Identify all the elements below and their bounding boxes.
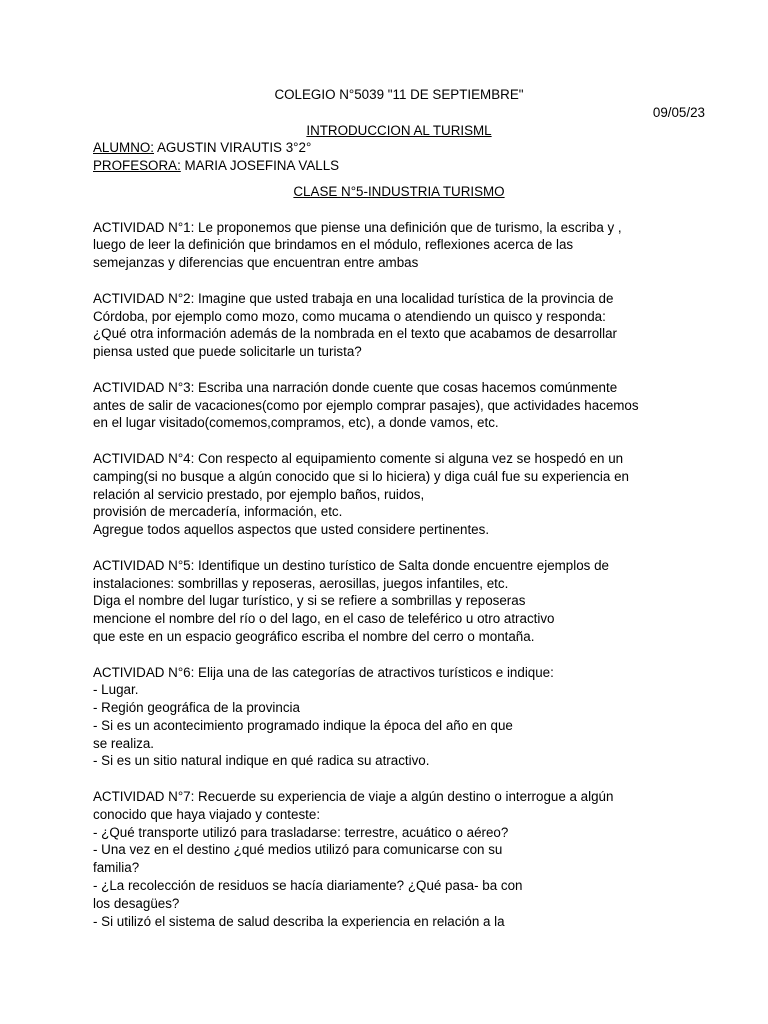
- activity-line: Diga el nombre del lugar turístico, y si se refiere a sombrillas y reposeras: [93, 593, 526, 609]
- activity-line: luego de leer la definición que brindamos en el módulo, reflexiones acerca de las: [93, 237, 574, 253]
- activity-line: - Si es un sitio natural indique en qué radica su atractivo.: [93, 753, 430, 769]
- activity-line: ACTIVIDAD N°1: Le proponemos que piense una definición que de turismo, la escriba y ,: [93, 219, 622, 235]
- activity-3: [93, 379, 705, 432]
- activity-line: conocido que haya viajado y conteste:: [93, 806, 321, 822]
- activity-line: - ¿Qué transporte utilizó para trasladarse: terrestre, acuático o aéreo?: [93, 824, 509, 840]
- activity-line: familia?: [93, 860, 140, 876]
- activity-line: semejanzas y diferencias que encuentran entre ambas: [93, 255, 419, 271]
- activity-line: mencione el nombre del río o del lago, en el caso de teleférico u otro atractivo: [93, 611, 555, 627]
- student-line: [93, 139, 705, 157]
- student-label: ALUMNO:: [93, 140, 155, 156]
- activity-line: antes de salir de vacaciones(como por ejemplo comprar pasajes), que actividades hacemos: [93, 397, 639, 413]
- activity-6: [93, 664, 705, 771]
- activity-2: [93, 290, 705, 361]
- activity-line: los desagües?: [93, 895, 180, 911]
- school-name: COLEGIO N°5039 "11 DE SEPTIEMBRE": [274, 87, 524, 102]
- activity-5: [93, 557, 705, 646]
- activity-line: Córdoba, por ejemplo como mozo, como mucama o atendiendo un quisco y responda:: [93, 308, 606, 324]
- activity-line: - ¿La recolección de residuos se hacía diariamente? ¿Qué pasa- ba con: [93, 878, 523, 894]
- document-date: 09/05/23: [652, 104, 705, 120]
- activity-line: - Si es un acontecimiento programado indique la época del año en que: [93, 717, 513, 733]
- activity-line: - Lugar.: [93, 682, 139, 698]
- student-name: AGUSTIN VIRAUTIS 3°2°: [154, 140, 312, 156]
- activity-line: provisión de mercadería, información, etc.: [93, 504, 343, 520]
- subject-title: INTRODUCCION AL TURISML: [306, 122, 492, 138]
- activity-line: relación al servicio prestado, por ejemplo baños, ruidos,: [93, 486, 425, 502]
- activities-list: [93, 219, 705, 931]
- teacher-name: MARIA JOSEFINA VALLS: [180, 158, 340, 174]
- activity-line: - Región geográfica de la provincia: [93, 700, 300, 716]
- activity-line: - Si utilizó el sistema de salud describa la experiencia en relación a la: [93, 913, 505, 929]
- teacher-label: PROFESORA:: [93, 158, 181, 174]
- activity-line: Agregue todos aquellos aspectos que usted considere pertinentes.: [93, 522, 490, 538]
- activity-line: - Una vez en el destino ¿qué medios utilizó para comunicarse con su: [93, 842, 503, 858]
- activity-line: ACTIVIDAD N°6: Elija una de las categorías de atractivos turísticos e indique:: [93, 664, 554, 680]
- activity-line: ACTIVIDAD N°2: Imagine que usted trabaja en una localidad turística de la provincia de: [93, 290, 614, 306]
- activity-line: se realiza.: [93, 735, 155, 751]
- document-page: [93, 86, 705, 930]
- activity-line: que este en un espacio geográfico escriba el nombre del cerro o montaña.: [93, 628, 535, 644]
- activity-1: [93, 219, 705, 272]
- activity-4: [93, 450, 705, 539]
- activity-line: ACTIVIDAD N°7: Recuerde su experiencia de viaje a algún destino o interrogue a algún: [93, 789, 614, 805]
- activity-7: [93, 788, 705, 930]
- class-title: CLASE N°5-INDUSTRIA TURISMO: [293, 183, 505, 199]
- activity-line: piensa usted que puede solicitarle un turista?: [93, 344, 362, 360]
- activity-line: instalaciones: sombrillas y reposeras, aerosillas, juegos infantiles, etc.: [93, 575, 509, 591]
- teacher-line: [93, 157, 705, 175]
- activity-line: ACTIVIDAD N°3: Escriba una narración donde cuente que cosas hacemos comúnmente: [93, 379, 618, 395]
- activity-line: ¿Qué otra información además de la nombrada en el texto que acabamos de desarrollar: [93, 326, 618, 342]
- activity-line: en el lugar visitado(comemos,compramos, etc), a donde vamos, etc.: [93, 415, 499, 431]
- activity-line: camping(si no busque a algún conocido que si lo hiciera) y diga cuál fue su experiencia en: [93, 468, 629, 484]
- activity-line: ACTIVIDAD N°5: Identifique un destino turístico de Salta donde encuentre ejemplos de: [93, 557, 609, 573]
- activity-line: ACTIVIDAD N°4: Con respecto al equipamiento comente si alguna vez se hospedó en un: [93, 450, 624, 466]
